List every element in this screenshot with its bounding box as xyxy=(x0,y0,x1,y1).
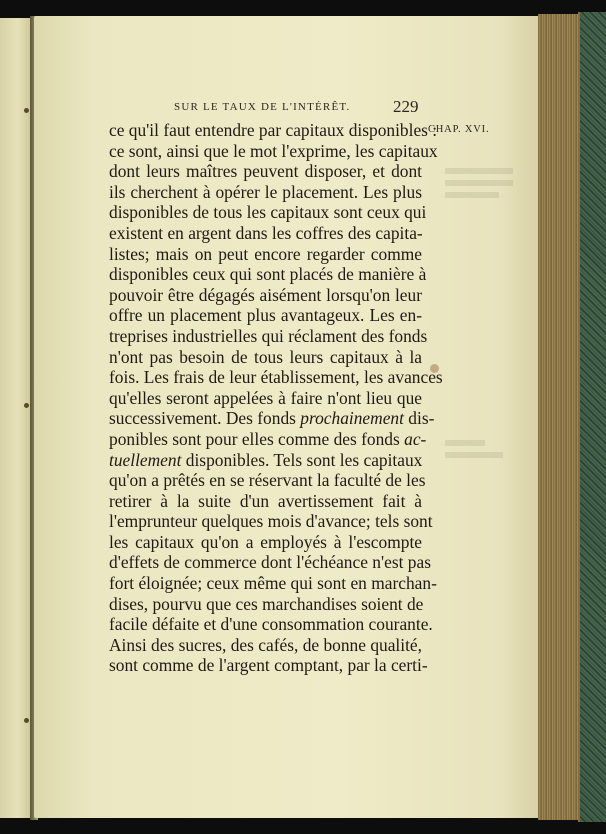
page-mark xyxy=(24,403,29,408)
book-cover xyxy=(578,12,606,822)
text-line: qu'on a prêtés en se réservant la faculté de les xyxy=(109,470,426,491)
text-line: Ainsi des sucres, des cafés, de bonne qualité, xyxy=(109,634,422,655)
running-head: SUR LE TAUX DE L'INTÉRÊT. xyxy=(174,101,351,113)
text-line: fort éloignée; ceux même qui sont en marchan- xyxy=(109,573,437,594)
bleed-through xyxy=(445,168,513,174)
page-edges xyxy=(538,14,582,820)
text-line: pouvoir être dégagés aisément lorsqu'on leur xyxy=(109,284,422,305)
italic-word: ac- xyxy=(404,428,427,449)
text-line: existent en argent dans les coffres des capita- xyxy=(109,222,423,243)
text-line: offre un placement plus avantageux. Les en- xyxy=(109,305,422,326)
text-line: facile défaite et d'une consommation courante. xyxy=(109,614,433,635)
text-line: n'ont pas besoin de tous leurs capitaux à la xyxy=(109,346,422,367)
text-line: ce sont, ainsi que le mot l'exprime, les capitaux xyxy=(109,140,438,161)
text-line: dont leurs maîtres peuvent disposer, et dont xyxy=(109,161,422,182)
text-line: ils cherchent à opérer le placement. Les plus xyxy=(109,181,422,202)
bleed-through xyxy=(445,180,513,186)
text-line: listes; mais on peut encore regarder comme xyxy=(109,243,422,264)
text-line: sont comme de l'argent comptant, par la certi- xyxy=(109,655,428,676)
text-line: successivement. Des fonds prochainement dis- xyxy=(109,408,435,429)
bleed-through xyxy=(445,440,485,446)
text-line: d'effets de commerce dont l'échéance n'est pas xyxy=(109,552,431,573)
bleed-through xyxy=(445,192,499,198)
text-line: qu'elles seront appelées à faire n'ont lieu que xyxy=(109,387,422,408)
text-line: dises, pourvu que ces marchandises soient de xyxy=(109,593,424,614)
body-text xyxy=(109,120,443,676)
text-line: les capitaux qu'on a employés à l'escompte xyxy=(109,531,422,552)
text-line: tuellement disponibles. Tels sont les capitaux xyxy=(109,449,423,470)
text-line: ponibles sont pour elles comme des fonds ac- xyxy=(109,428,427,449)
page-mark xyxy=(24,718,29,723)
chapter-side-note: CHAP. XVI. xyxy=(428,124,490,135)
text-line: retirer à la suite d'un avertissement fait à xyxy=(109,490,422,511)
page-number: 229 xyxy=(393,97,419,116)
bleed-through xyxy=(445,452,503,458)
text-line: disponibles ceux qui sont placés de manière à xyxy=(109,264,427,285)
text-line: l'emprunteur quelques mois d'avance; tels sont xyxy=(109,511,433,532)
text-line: ce qu'il faut entendre par capitaux disponibles : xyxy=(109,120,438,140)
italic-word: tuellement xyxy=(109,449,182,470)
page-mark xyxy=(24,108,29,113)
italic-word: prochainement xyxy=(300,408,404,429)
facing-page-edge xyxy=(0,18,31,818)
text-line: treprises industrielles qui réclament des fonds xyxy=(109,325,428,346)
text-line: disponibles de tous les capitaux sont ceux qui xyxy=(109,202,427,223)
text-line: fois. Les frais de leur établissement, les avances xyxy=(109,367,443,388)
